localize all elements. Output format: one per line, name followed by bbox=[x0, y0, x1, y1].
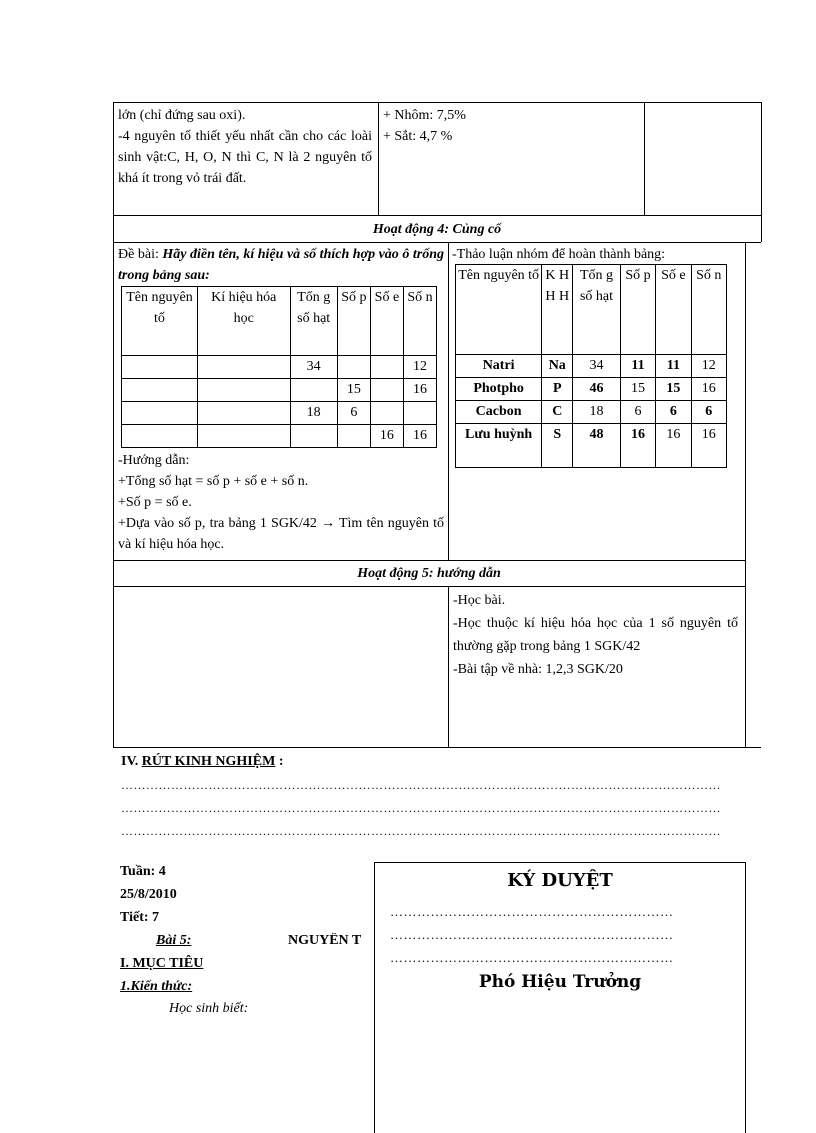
table-row bbox=[456, 378, 727, 401]
table-cell: 15 bbox=[620, 378, 655, 401]
table-cell: 15 bbox=[337, 379, 370, 402]
table-cell: 11 bbox=[656, 355, 691, 378]
act4-guide bbox=[118, 450, 444, 555]
table-cell: 34 bbox=[290, 356, 337, 379]
frame-top-line bbox=[113, 102, 761, 103]
element-symbol: P bbox=[542, 378, 573, 401]
approval-dots[interactable]: ……………………………………………………… bbox=[390, 927, 674, 942]
section4-title bbox=[121, 751, 283, 772]
prompt-bold: Hãy điền tên, kí hiệu và số thích hợp vào ô trống trong bảng sau: bbox=[118, 247, 444, 283]
col2-divider bbox=[644, 102, 645, 215]
table-row bbox=[456, 424, 727, 468]
table-cell[interactable] bbox=[290, 379, 337, 402]
symbol-input-cell[interactable] bbox=[197, 425, 290, 448]
table-header-row bbox=[122, 287, 437, 356]
table-row bbox=[122, 356, 437, 379]
table-cell: 12 bbox=[403, 356, 436, 379]
name-input-cell[interactable] bbox=[122, 356, 198, 379]
element-name: Photpho bbox=[456, 378, 542, 401]
table-cell: 16 bbox=[691, 378, 726, 401]
act4-mid-divider bbox=[448, 242, 449, 560]
element-symbol: C bbox=[542, 401, 573, 424]
act4-right-intro: -Thảo luận nhóm để hoàn thành bảng: bbox=[452, 247, 666, 262]
lesson-period: Tiết: 7 bbox=[120, 910, 160, 925]
section4-suffix: : bbox=[275, 754, 284, 769]
name-input-cell[interactable] bbox=[122, 402, 198, 425]
approval-box bbox=[374, 862, 746, 1133]
name-input-cell[interactable] bbox=[122, 379, 198, 402]
table-cell[interactable] bbox=[370, 379, 403, 402]
table-cell[interactable] bbox=[370, 402, 403, 425]
table-cell: 15 bbox=[656, 378, 691, 401]
guide-line: +Số p = số e. bbox=[118, 495, 192, 510]
top-left-line: lớn (chỉ đứng sau oxi). bbox=[118, 108, 246, 123]
table-row bbox=[456, 401, 727, 424]
table-cell: 6 bbox=[337, 402, 370, 425]
header-cell: Kí hiệu hóa học bbox=[197, 287, 290, 356]
row-divider-1 bbox=[113, 215, 761, 216]
prompt-prefix: Đề bài: bbox=[118, 247, 163, 262]
table-cell: 46 bbox=[573, 378, 621, 401]
header-cell: K H H H bbox=[542, 265, 573, 355]
iron-line: + Sắt: 4,7 % bbox=[383, 129, 453, 144]
header-cell: Số p bbox=[620, 265, 655, 355]
approval-title: KÝ DUYỆT bbox=[507, 870, 613, 891]
top-mid-cell bbox=[383, 105, 638, 147]
table-row bbox=[122, 402, 437, 425]
act4-right-line bbox=[745, 242, 746, 747]
approval-dots[interactable]: ……………………………………………………… bbox=[390, 904, 674, 919]
table-cell: 16 bbox=[403, 425, 436, 448]
element-name: Natri bbox=[456, 355, 542, 378]
table-cell: 6 bbox=[691, 401, 726, 424]
answer-table bbox=[455, 264, 727, 468]
knowledge-heading: 1.Kiến thức: bbox=[120, 979, 193, 994]
table-cell: 12 bbox=[691, 355, 726, 378]
exercise-table bbox=[121, 286, 437, 448]
table-cell[interactable] bbox=[337, 356, 370, 379]
header-cell: Tên nguyên tố bbox=[456, 265, 542, 355]
frame-left-line bbox=[113, 102, 114, 747]
approval-signer: Phó Hiệu Trưởng bbox=[478, 972, 642, 992]
symbol-input-cell[interactable] bbox=[197, 402, 290, 425]
guide-line: +Dựa vào số p, tra bảng 1 SGK/42 → Tìm tên nguyên tố và kí hiệu hóa học. bbox=[118, 516, 444, 552]
lesson-week: Tuần: 4 bbox=[120, 864, 166, 879]
table-row bbox=[122, 425, 437, 448]
top-left-line: -4 nguyên tố thiết yếu nhất cần cho các loài sinh vật:C, H, O, N thì C, N là 2 nguyên tố khá ít trong vỏ trái đất. bbox=[118, 129, 372, 186]
table-cell: 48 bbox=[573, 424, 621, 468]
name-input-cell[interactable] bbox=[122, 425, 198, 448]
objectives-text: I. MỤC TIÊU bbox=[120, 956, 204, 971]
header-cell: Tên nguyên tố bbox=[122, 287, 198, 356]
approval-dots[interactable]: ……………………………………………………… bbox=[390, 950, 674, 965]
table-cell[interactable] bbox=[370, 356, 403, 379]
element-name: Lưu huỳnh bbox=[456, 424, 542, 468]
table-header-row bbox=[456, 265, 727, 355]
table-cell[interactable] bbox=[337, 425, 370, 448]
header-cell: Số p bbox=[337, 287, 370, 356]
act5-mid-divider bbox=[448, 586, 449, 747]
homework-line: -Bài tập về nhà: 1,2,3 SGK/20 bbox=[453, 662, 623, 677]
header-cell: Số e bbox=[370, 287, 403, 356]
table-cell[interactable] bbox=[403, 402, 436, 425]
row-divider-3 bbox=[113, 560, 745, 561]
element-symbol: Na bbox=[542, 355, 573, 378]
act5-right-cell bbox=[453, 589, 738, 681]
table-cell: 6 bbox=[656, 401, 691, 424]
header-cell: Tổn g số hạt bbox=[290, 287, 337, 356]
table-bottom-line bbox=[113, 747, 761, 748]
header-cell: Số e bbox=[656, 265, 691, 355]
section4-title-text: RÚT KINH NGHIỆM bbox=[141, 754, 276, 769]
homework-line: -Học bài. bbox=[453, 593, 506, 608]
table-cell[interactable] bbox=[290, 425, 337, 448]
table-cell: 18 bbox=[573, 401, 621, 424]
table-cell: 16 bbox=[403, 379, 436, 402]
guide-line: -Hướng dẫn: bbox=[118, 453, 190, 468]
element-name: Cacbon bbox=[456, 401, 542, 424]
symbol-input-cell[interactable] bbox=[197, 379, 290, 402]
notes-line[interactable]: ……………………………………………………………………………………………………………………………… bbox=[121, 778, 721, 792]
notes-line[interactable]: ……………………………………………………………………………………………………………………………… bbox=[121, 801, 721, 815]
table-cell: 16 bbox=[656, 424, 691, 468]
table-cell: 16 bbox=[620, 424, 655, 468]
table-cell: 6 bbox=[620, 401, 655, 424]
table-row bbox=[456, 355, 727, 378]
lesson-label: Bài 5: bbox=[156, 933, 192, 948]
table-cell: 16 bbox=[691, 424, 726, 468]
notes-line[interactable]: ……………………………………………………………………………………………………………………………… bbox=[121, 824, 721, 838]
header-cell: Số n bbox=[691, 265, 726, 355]
act4-prompt bbox=[118, 244, 444, 286]
lesson-title: NGUYÊN T bbox=[288, 933, 362, 948]
col1-divider bbox=[378, 102, 379, 215]
guide-line: +Tổng số hạt = số p + số e + số n. bbox=[118, 474, 309, 489]
aluminum-line: + Nhôm: 7,5% bbox=[383, 108, 466, 123]
lesson-date: 25/8/2010 bbox=[120, 887, 177, 902]
frame-right-line bbox=[761, 102, 762, 242]
table-row bbox=[122, 379, 437, 402]
table-cell: 11 bbox=[620, 355, 655, 378]
homework-line: -Học thuộc kí hiệu hóa học của 1 số nguyên tố thường gặp trong bảng 1 SGK/42 bbox=[453, 616, 738, 654]
row-divider-4 bbox=[113, 586, 745, 587]
header-cell: Tổn g số hạt bbox=[573, 265, 621, 355]
activity4-heading: Hoạt động 4: Củng cố bbox=[372, 222, 502, 237]
table-cell: 34 bbox=[573, 355, 621, 378]
table-cell: 16 bbox=[370, 425, 403, 448]
objectives-heading bbox=[120, 956, 203, 972]
element-symbol: S bbox=[542, 424, 573, 468]
section4-prefix: IV. bbox=[121, 754, 142, 769]
row-divider-2 bbox=[113, 242, 761, 243]
top-left-cell bbox=[118, 105, 372, 189]
symbol-input-cell[interactable] bbox=[197, 356, 290, 379]
table-cell: 18 bbox=[290, 402, 337, 425]
activity5-heading: Hoạt động 5: hướng dẫn bbox=[357, 566, 501, 581]
header-cell: Số n bbox=[403, 287, 436, 356]
students-know: Học sinh biết: bbox=[169, 1001, 249, 1016]
